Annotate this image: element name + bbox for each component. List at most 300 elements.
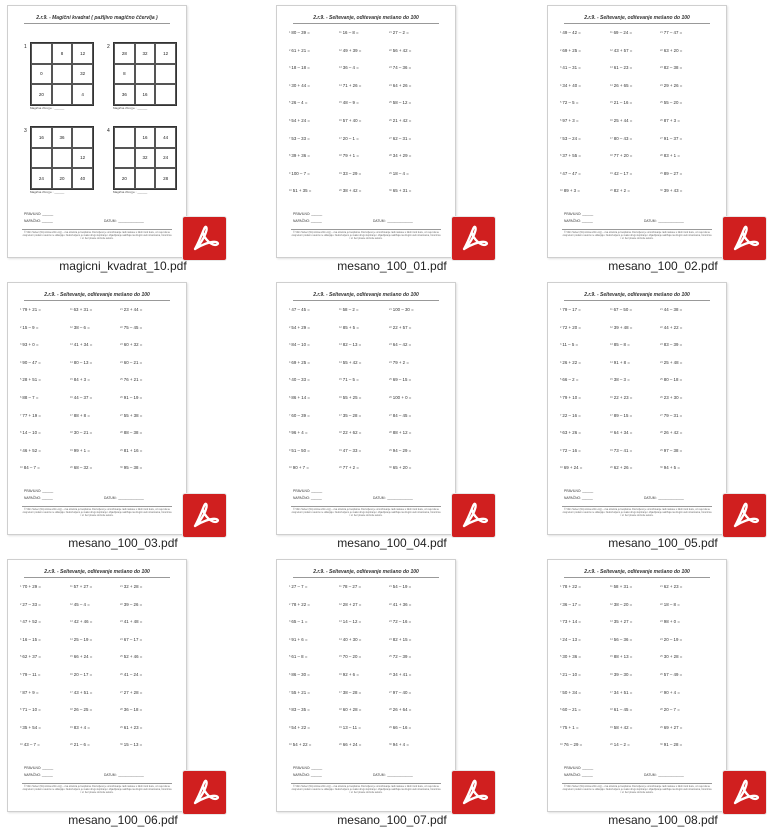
file-tile[interactable] <box>547 559 768 829</box>
exercise-number: 2 <box>560 48 562 52</box>
exercise-text: 30 + 44 = <box>291 82 310 88</box>
exercise <box>660 171 682 176</box>
exercise <box>560 342 578 347</box>
exercise-number: 4 <box>289 83 291 87</box>
file-name[interactable]: mesano_100_08.pdf <box>608 813 718 827</box>
exercise-text: 26 + 42 = <box>663 430 683 436</box>
exercise-text: 57 + 40 = <box>342 118 362 123</box>
exercise-text: 91 – 19 = <box>123 395 143 400</box>
magic-square-cell[interactable]: 32 <box>135 148 156 169</box>
exercise-text: 91 + 8 = <box>613 359 630 365</box>
exercise-text: 18 – 8 = <box>663 601 680 607</box>
exercise-text: 18 – 4 = <box>392 170 409 176</box>
exercise <box>289 307 310 312</box>
exercise-number: 11 <box>610 585 613 588</box>
exercise <box>610 171 632 176</box>
exercise-text: 22 + 57 = <box>392 324 412 330</box>
exercise-text: 83 – 39 = <box>663 342 683 348</box>
magic-sum-caption: Magična zbroj je : ______ <box>30 190 65 194</box>
magic-square-cell[interactable]: 32 <box>135 43 156 64</box>
exercise-number: 9 <box>560 448 562 452</box>
exercise <box>120 465 142 470</box>
exercise-number: 6 <box>289 396 291 399</box>
exercise-text: 30 + 36 = <box>562 654 581 660</box>
exercise-number: 16 <box>70 673 73 676</box>
exercise-number: 1 <box>20 308 22 311</box>
exercise-text: 37 + 55 = <box>562 153 581 159</box>
exercise-text: 14 – 12 = <box>342 619 362 625</box>
exercise-number: 15 <box>339 655 342 659</box>
exercise <box>389 637 411 642</box>
exercise-number: 4 <box>560 83 562 87</box>
magic-square-cell[interactable] <box>72 127 93 148</box>
exercise-number: 7 <box>289 136 291 140</box>
exercise-number: 25 <box>660 378 663 382</box>
exercise-number: 13 <box>339 343 342 347</box>
exercise-text: 38 – 6 = <box>73 324 90 330</box>
magic-square-cell[interactable] <box>135 64 156 85</box>
exercise-number: 2 <box>289 325 291 329</box>
exercise-number: 13 <box>339 620 342 624</box>
exercise <box>289 413 310 418</box>
exercise <box>610 48 632 53</box>
exercise-text: 69 + 27 = <box>663 724 683 730</box>
footer-copyright: © Vilim Sušec (http://www.vilim.org) – ova stranica je besplatna. Dozvoljeno je umnožavanje radi nastave u školi i kod kuće, uz uvjet da se ovaj tekst i podaci o autoru ne uklanjaju. Nedozvoljeno je svako drugo kopiranje i objavljivanje sadržaja na drugim web stranicama, forumima i sl. bez pisane dozvole autora. <box>22 231 172 240</box>
magic-square-cell[interactable]: 44 <box>155 127 176 148</box>
exercise-number: 23 <box>660 620 663 624</box>
exercise-number: 17 <box>339 136 342 140</box>
exercise-text: 65 + 20 = <box>392 465 412 471</box>
exercise <box>339 325 359 330</box>
exercise <box>560 118 579 123</box>
exercise <box>70 690 92 695</box>
magic-square-grid <box>30 42 94 106</box>
exercise-text: 39 + 36 = <box>291 153 310 159</box>
exercise-number: 15 <box>70 655 73 659</box>
exercise <box>70 602 90 607</box>
magic-square-cell[interactable]: 12 <box>72 43 93 64</box>
exercise-text: 41 – 31 = <box>562 65 581 71</box>
exercise <box>560 395 581 400</box>
footer-copyright: © Vilim Sušec (http://www.vilim.org) – ova stranica je besplatna. Dozvoljeno je umnožavanje radi nastave u školi i kod kuće, uz uvjet da se ovaj tekst i podaci o autoru ne uklanjaju. Nedozvoljeno je svako drugo kopiranje i objavljivanje sadržaja na drugim web stranicama, forumima i sl. bez pisane dozvole autora. <box>562 231 712 240</box>
exercise-text: 57 – 49 = <box>663 672 683 677</box>
magic-square-cell[interactable] <box>52 84 73 105</box>
exercise-number: 19 <box>610 725 613 729</box>
exercise-text: 73 – 41 = <box>613 447 633 453</box>
exercise-number: 29 <box>120 448 123 452</box>
exercise-text: 58 – 12 = <box>392 100 412 106</box>
exercise-number: 18 <box>610 708 613 712</box>
exercise-number: 23 <box>389 343 392 347</box>
signature-correct: PRAVILNO: ______ <box>24 766 54 770</box>
file-name[interactable]: mesano_100_05.pdf <box>608 536 718 550</box>
exercise-text: 34 + 51 = <box>613 689 633 695</box>
exercise-text: 92 + 6 = <box>342 672 359 677</box>
exercise-number: 12 <box>339 48 342 52</box>
exercise-text: 28 + 51 = <box>22 377 41 383</box>
exercise-number: 22 <box>120 325 123 329</box>
magic-square-cell[interactable] <box>114 148 135 169</box>
exercise-number: 13 <box>70 620 73 624</box>
magic-square-cell[interactable] <box>155 64 176 85</box>
exercise-text: 26 + 64 = <box>392 707 412 713</box>
exercise-number: 27 <box>120 690 123 694</box>
exercise-text: 55 + 42 = <box>342 359 362 365</box>
exercise-text: 47 – 33 = <box>342 447 362 453</box>
exercise-text: 35 – 28 = <box>342 412 362 418</box>
file-name[interactable]: mesano_100_07.pdf <box>337 813 447 827</box>
exercise-text: 34 + 40 = <box>562 82 581 88</box>
exercise <box>289 637 308 642</box>
magic-square-cell[interactable]: 20 <box>114 168 135 189</box>
footer-copyright: © Vilim Sušec (http://www.vilim.org) – ova stranica je besplatna. Dozvoljeno je umnožavanje radi nastave u školi i kod kuće, uz uvjet da se ovaj tekst i podaci o autoru ne uklanjaju. Nedozvoljeno je svako drugo kopiranje i objavljivanje sadržaja na drugim web stranicama, forumima i sl. bez pisane dozvole autora. <box>291 231 441 240</box>
exercise-text: 63 + 26 = <box>562 430 581 436</box>
exercise <box>339 395 361 400</box>
magic-square-cell[interactable]: 4 <box>72 84 93 105</box>
magic-square-cell[interactable]: 28 <box>155 168 176 189</box>
magic-square-cell[interactable]: 32 <box>72 64 93 85</box>
exercise-number: 26 <box>389 119 392 122</box>
magic-square-cell[interactable]: 36 <box>114 84 135 105</box>
exercise <box>339 342 361 347</box>
exercise-text: 27 + 28 = <box>123 689 143 695</box>
exercise <box>560 325 581 330</box>
exercise-number: 13 <box>70 343 73 347</box>
exercise-text: 86 + 14 = <box>291 395 310 400</box>
exercise-text: 50 + 34 = <box>562 689 581 695</box>
exercise-number: 28 <box>389 708 392 712</box>
exercise-number: 29 <box>389 448 392 452</box>
exercise <box>289 153 310 158</box>
exercise-text: 13 – 11 = <box>342 724 361 730</box>
exercise-text: 72 + 20 = <box>562 324 581 330</box>
exercise <box>339 171 361 176</box>
exercise-number: 23 <box>660 66 663 70</box>
exercise-text: 89 + 3 = <box>563 188 580 194</box>
exercise <box>289 690 310 695</box>
exercise-number: 30 <box>120 743 123 747</box>
magic-square-cell[interactable]: 24 <box>31 168 52 189</box>
exercise-text: 66 – 16 = <box>392 724 412 730</box>
file-name[interactable]: magicni_kvadrat_10.pdf <box>59 259 187 273</box>
exercise-text: 36 – 17 = <box>562 601 581 607</box>
exercise-number: 23 <box>660 343 663 347</box>
exercise-text: 72 – 39 = <box>392 654 412 660</box>
exercise <box>339 725 361 730</box>
exercise-text: 86 – 30 = <box>291 672 310 677</box>
file-tile[interactable] <box>7 5 239 275</box>
exercise-text: 97 – 38 = <box>663 447 683 453</box>
exercise <box>20 672 41 677</box>
exercise <box>610 725 632 730</box>
magic-square-cell[interactable] <box>155 84 176 105</box>
exercise-number: 5 <box>560 655 562 659</box>
exercise <box>20 602 41 607</box>
exercise-text: 76 + 21 = <box>123 377 143 383</box>
magic-square-cell[interactable] <box>52 148 73 169</box>
magic-square-cell[interactable]: 28 <box>114 43 135 64</box>
exercise-number: 12 <box>610 48 613 52</box>
magic-square-number: 3 <box>24 128 27 134</box>
magic-square-cell[interactable] <box>114 127 135 148</box>
file-tile[interactable] <box>7 559 239 829</box>
exercise-text: 33 – 29 = <box>342 170 362 176</box>
exercise-number: 11 <box>70 308 73 311</box>
file-thumbnail[interactable] <box>547 282 727 535</box>
exercise <box>560 654 581 659</box>
magic-square-cell[interactable]: 24 <box>155 148 176 169</box>
exercise-text: 25 – 19 = <box>73 636 93 642</box>
magic-square-cell[interactable]: 8 <box>52 43 73 64</box>
magic-square-cell[interactable]: 8 <box>114 64 135 85</box>
exercise <box>389 725 411 730</box>
file-thumbnail[interactable] <box>7 282 187 535</box>
file-tile[interactable] <box>276 5 508 275</box>
signature-correct: PRAVILNO: ______ <box>293 489 323 493</box>
exercise <box>660 465 680 470</box>
exercise <box>389 377 411 382</box>
signature-wrong: NAPAČNO: ______ <box>564 219 593 223</box>
file-tile[interactable] <box>547 282 768 552</box>
signature-wrong: NAPAČNO: ______ <box>24 219 53 223</box>
exercise-text: 84 + 3 = <box>73 377 90 383</box>
exercise-number: 8 <box>560 431 562 435</box>
exercise-text: 47 – 45 = <box>291 307 310 312</box>
exercise-text: 62 + 26 = <box>613 465 633 471</box>
exercise <box>560 584 581 589</box>
exercise <box>339 377 359 382</box>
pdf-file-icon <box>723 771 766 814</box>
file-tile[interactable] <box>276 282 508 552</box>
exercise-text: 15 – 13 = <box>123 742 143 748</box>
magic-square-cell[interactable]: 16 <box>135 127 156 148</box>
exercise-text: 38 – 3 = <box>613 377 630 383</box>
exercise <box>289 342 310 347</box>
magic-square-cell[interactable]: 16 <box>135 84 156 105</box>
exercise <box>120 584 142 589</box>
exercise-number: 15 <box>610 655 613 659</box>
exercise-text: 43 – 7 = <box>23 742 40 748</box>
exercise <box>560 48 581 53</box>
exercise <box>610 430 632 435</box>
exercise <box>289 48 310 53</box>
exercise-number: 22 <box>660 602 663 606</box>
document-title: 2.r.9. - Seltevanje, oditevanje mešano do 100 <box>313 569 419 575</box>
signature-date: DATUM : ______________ <box>373 219 413 223</box>
exercise-text: 60 – 21 = <box>562 707 581 713</box>
exercise <box>610 188 630 193</box>
magic-square-cell[interactable]: 40 <box>72 168 93 189</box>
exercise <box>289 742 311 747</box>
exercise-text: 88 + 8 = <box>73 412 90 418</box>
exercise-number: 29 <box>660 448 663 452</box>
exercise-number: 16 <box>610 119 613 122</box>
exercise-text: 75 – 45 = <box>123 324 143 330</box>
file-thumbnail[interactable] <box>7 559 187 812</box>
footer-divider <box>562 506 712 507</box>
exercise-number: 5 <box>20 378 22 382</box>
magic-square-cell[interactable] <box>31 148 52 169</box>
file-name[interactable]: mesano_100_01.pdf <box>337 259 447 273</box>
exercise-text: 85 + 5 = <box>342 324 359 330</box>
exercise-text: 47 – 47 = <box>562 170 581 176</box>
exercise-text: 67 – 17 = <box>123 636 143 642</box>
exercise <box>660 690 680 695</box>
magic-square-cell[interactable]: 0 <box>31 64 52 85</box>
magic-square-cell[interactable] <box>31 43 52 64</box>
exercise-number: 20 <box>70 743 73 747</box>
exercise-number: 4 <box>560 637 562 641</box>
signature-correct: PRAVILNO: ______ <box>24 212 54 216</box>
exercise-number: 10 <box>560 466 563 470</box>
file-thumbnail[interactable] <box>276 282 456 535</box>
exercise <box>339 619 361 624</box>
file-name[interactable]: mesano_100_04.pdf <box>337 536 447 550</box>
exercise-number: 3 <box>560 620 562 624</box>
exercise <box>289 171 310 176</box>
file-thumbnail[interactable] <box>547 559 727 812</box>
magic-square-cell[interactable]: 20 <box>31 84 52 105</box>
exercise-number: 2 <box>289 602 291 606</box>
exercise-text: 62 + 37 = <box>22 654 41 660</box>
exercise <box>389 188 411 193</box>
exercise-number: 24 <box>389 637 392 641</box>
exercise-text: 83 + 4 = <box>73 724 90 730</box>
signature-correct: PRAVILNO: ______ <box>564 212 594 216</box>
exercise <box>610 83 632 88</box>
exercise-text: 79 – 31 = <box>663 412 683 418</box>
exercise <box>20 619 41 624</box>
exercise <box>389 448 411 453</box>
exercise-number: 16 <box>610 396 613 399</box>
file-name[interactable]: mesano_100_02.pdf <box>608 259 718 273</box>
magic-square-cell[interactable]: 12 <box>72 148 93 169</box>
exercise-number: 13 <box>610 620 613 624</box>
file-thumbnail[interactable] <box>276 5 456 258</box>
magic-square-cell[interactable]: 36 <box>52 127 73 148</box>
exercise <box>389 360 409 365</box>
exercise-text: 20 – 7 = <box>663 707 680 713</box>
magic-square-cell[interactable]: 12 <box>155 43 176 64</box>
exercise-text: 73 + 14 = <box>562 619 581 625</box>
exercise <box>339 672 359 677</box>
exercise-number: 20 <box>610 466 613 470</box>
exercise <box>389 342 411 347</box>
exercise <box>120 377 142 382</box>
exercise <box>339 430 361 435</box>
exercise <box>120 325 142 330</box>
exercise-number: 21 <box>120 585 123 588</box>
exercise-number: 25 <box>120 655 123 659</box>
exercise-number: 3 <box>289 343 291 347</box>
exercise <box>339 465 359 470</box>
exercise-number: 7 <box>289 690 291 694</box>
exercise-text: 20 – 17 = <box>73 672 93 677</box>
exercise <box>389 65 411 70</box>
file-tile[interactable] <box>276 559 508 829</box>
exercise <box>660 584 682 589</box>
file-thumbnail[interactable] <box>547 5 727 258</box>
magic-square-cell[interactable]: 20 <box>52 168 73 189</box>
exercise <box>339 742 361 747</box>
exercise <box>289 377 310 382</box>
exercise <box>70 325 90 330</box>
magic-square-number: 4 <box>107 128 110 134</box>
exercise-number: 2 <box>20 602 22 606</box>
exercise-text: 69 + 25 = <box>291 359 310 365</box>
exercise-text: 22 + 62 = <box>342 430 362 436</box>
exercise-number: 25 <box>389 101 392 105</box>
exercise <box>560 690 581 695</box>
exercise-text: 21 – 10 = <box>562 672 581 677</box>
file-thumbnail[interactable] <box>7 5 187 258</box>
exercise-number: 9 <box>20 725 22 729</box>
exercise-text: 21 – 16 = <box>613 100 633 106</box>
exercise <box>120 707 142 712</box>
exercise <box>389 395 411 400</box>
exercise-text: 54 + 29 = <box>291 324 310 330</box>
exercise-text: 25 + 48 = <box>663 359 683 365</box>
exercise <box>70 448 90 453</box>
file-tile[interactable] <box>7 282 239 552</box>
file-name[interactable]: mesano_100_06.pdf <box>68 813 178 827</box>
magic-square-cell[interactable] <box>52 64 73 85</box>
exercise <box>70 619 92 624</box>
exercise <box>289 584 307 589</box>
exercise-text: 79 – 17 = <box>562 307 581 312</box>
exercise <box>389 118 411 123</box>
exercise <box>610 742 630 747</box>
exercise <box>560 672 581 677</box>
exercise <box>560 602 581 607</box>
exercise-text: 83 + 1 = <box>663 153 680 159</box>
exercise-number: 25 <box>389 378 392 382</box>
exercise <box>660 725 682 730</box>
signature-date: DATUM : ______________ <box>104 496 144 500</box>
exercise-number: 29 <box>660 725 663 729</box>
file-thumbnail[interactable] <box>276 559 456 812</box>
signature-date: DATUM : ______________ <box>644 219 684 223</box>
exercise <box>20 325 38 330</box>
exercise-number: 12 <box>70 602 73 606</box>
title-divider <box>24 23 170 24</box>
exercise <box>289 100 307 105</box>
document-title: 2.r.9. - Seltevanje, oditevanje mešano do 100 <box>584 292 690 298</box>
exercise <box>660 136 682 141</box>
magic-square-cell[interactable] <box>135 168 156 189</box>
exercise-number: 24 <box>389 360 392 364</box>
magic-square-cell[interactable]: 16 <box>31 127 52 148</box>
exercise-text: 22 + 23 = <box>613 395 633 400</box>
exercise-number: 27 <box>660 136 663 140</box>
pdf-file-icon <box>452 494 495 537</box>
exercise-number: 7 <box>560 136 562 140</box>
exercise-number: 20 <box>339 189 342 193</box>
exercise <box>339 602 361 607</box>
exercise-text: 84 – 10 = <box>291 342 310 348</box>
exercise <box>560 619 581 624</box>
exercise-text: 94 – 29 = <box>392 447 412 453</box>
file-name[interactable]: mesano_100_03.pdf <box>68 536 178 550</box>
exercise <box>120 430 142 435</box>
exercise-text: 18 – 18 = <box>291 65 310 71</box>
exercise <box>389 707 411 712</box>
exercise-number: 11 <box>339 308 342 311</box>
file-tile[interactable] <box>547 5 768 275</box>
exercise-text: 91 + 6 = <box>291 636 308 642</box>
exercise-text: 82 + 2 = <box>613 188 630 194</box>
title-divider <box>293 300 439 301</box>
